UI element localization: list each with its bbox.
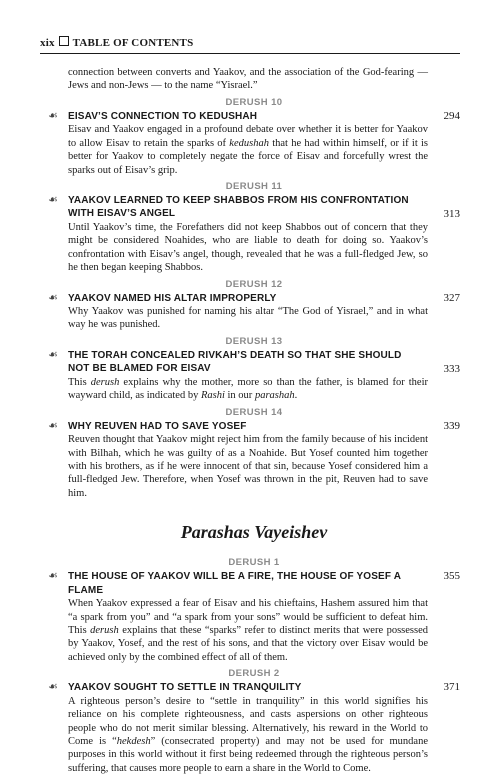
ornament-icon: ☙ <box>48 348 58 361</box>
entry-description: Why Yaakov was punished for naming his altar “The God of Yisrael,” and in what way he was punished. <box>68 306 428 331</box>
box-icon <box>59 36 69 46</box>
ornament-icon: ☙ <box>48 291 58 304</box>
entry-description: Reuven thought that Yaakov might reject him from the family because of his incident with Bilhah, which he was guilty of as a Noahide. But Yosef counted him together with his brothers, as if he were innocent of that sin, because Yosef considered him a full-fledged Jew. Therefore, when Yosef was thrown in the pit, Reuven had to save him. <box>68 434 428 499</box>
entry-title[interactable]: YAAKOV NAMED HIS ALTAR IMPROPERLY <box>68 292 277 304</box>
entry-description: A righteous person’s desire to “settle in tranquility” in this world signifies his reliance on his complete righteousness, and casts aspersions on other righteous people who do not merit similar blessing. Alternatively, his reward in the World to Come is “hekdesh” (consecrated property) and may not be used for mundane purposes in this world without it first being redeemed through the righteous person’s suffering, that causes more people to earn a share in the World to Come. <box>68 695 428 774</box>
toc-body <box>48 66 460 776</box>
toc-entry <box>48 420 460 501</box>
derush-label: DERUSH 11 <box>225 180 283 192</box>
entry-title[interactable]: EISAV’S CONNECTION TO KEDUSHAH <box>68 110 258 122</box>
ornament-icon: ☙ <box>48 570 58 583</box>
derush-label: DERUSH 13 <box>225 335 283 347</box>
entry-page-number[interactable]: 294 <box>443 109 460 122</box>
toc-entry <box>48 681 460 775</box>
ornament-icon: ☙ <box>48 109 58 122</box>
entry-title[interactable]: THE HOUSE OF YAAKOV WILL BE A FIRE, THE HOUSE OF YOSEF A FLAME <box>68 571 401 596</box>
entry-description: Eisav and Yaakov engaged in a profound debate over whether it is better for Yaakov to allow Eisav to retain the sparks of kedushah that he had within himself, or if it is better for Yaakov to completely negate the force of Eisav and forcefully wrest the sparks out of Eisav’s grip. <box>68 124 428 176</box>
running-head <box>40 36 193 49</box>
header-rule <box>40 53 460 54</box>
derush-label: DERUSH 10 <box>225 96 283 108</box>
entry-description: Until Yaakov’s time, the Forefathers did not keep Shabbos out of concern that they might be considered Noahides, who are liable to death for doing so. Yaakov’s confrontation with Eisav’s angel, though, revealed that he was a full-fledged Jew, so he then began keeping Shabbos. <box>68 221 428 274</box>
parasha-heading: Parashas Vayeishev <box>180 522 328 543</box>
derush-label: DERUSH 1 <box>228 557 280 569</box>
entry-page-number[interactable]: 371 <box>443 681 460 694</box>
derush-label: DERUSH 14 <box>225 406 283 418</box>
ornament-icon: ☙ <box>48 419 58 432</box>
entry-page-number[interactable]: 333 <box>443 362 460 375</box>
entry-title[interactable]: YAAKOV LEARNED TO KEEP SHABBOS FROM HIS CONFRONTATION WITH EISAV’S ANGEL <box>68 194 409 220</box>
entry-page-number[interactable]: 313 <box>443 207 460 220</box>
page-number-roman: xix <box>40 37 55 49</box>
entry-description: connection between converts and Yaakov, and the association of the God-fearing — Jews and non-Jews — to the name “Yisrael.” <box>68 67 428 92</box>
running-head-title: TABLE OF CONTENTS <box>72 37 194 49</box>
entry-title[interactable]: YAAKOV SOUGHT TO SETTLE IN TRANQUILITY <box>68 682 302 694</box>
entry-page-number[interactable]: 327 <box>443 291 460 304</box>
entry-title[interactable]: WHY REUVEN HAD TO SAVE YOSEF <box>68 420 247 432</box>
entry-page-number[interactable]: 339 <box>443 419 460 432</box>
toc-entry <box>48 292 460 332</box>
entry-title[interactable]: THE TORAH CONCEALED RIVKAH’S DEATH SO THAT SHE SHOULD NOT BE BLAMED FOR EISAV <box>68 349 402 375</box>
toc-entry <box>48 194 460 275</box>
entry-description: This derush explains why the mother, more so than the father, is blamed for their wayward child, as indicated by Rashi in our parashah. <box>68 376 429 402</box>
entry-description: When Yaakov expressed a fear of Eisav and his chieftains, Hashem assured him that “a spark from you” and “a spark from your sons” would be sufficient to defeat him. This derush explains that these “sparks” refer to distinct merits that were possessed by Yaakov, Yosef, and the rest of his sons, and that the victory over Eisav would be achieved only by the combined effect of all of them. <box>68 598 428 663</box>
entry-page-number[interactable]: 355 <box>443 570 460 583</box>
toc-entry <box>48 570 460 664</box>
derush-label: DERUSH 12 <box>225 278 283 290</box>
ornament-icon: ☙ <box>48 193 58 206</box>
ornament-icon: ☙ <box>48 681 58 694</box>
toc-entry <box>48 110 460 177</box>
derush-label: DERUSH 2 <box>228 668 280 680</box>
toc-entry <box>48 349 460 403</box>
